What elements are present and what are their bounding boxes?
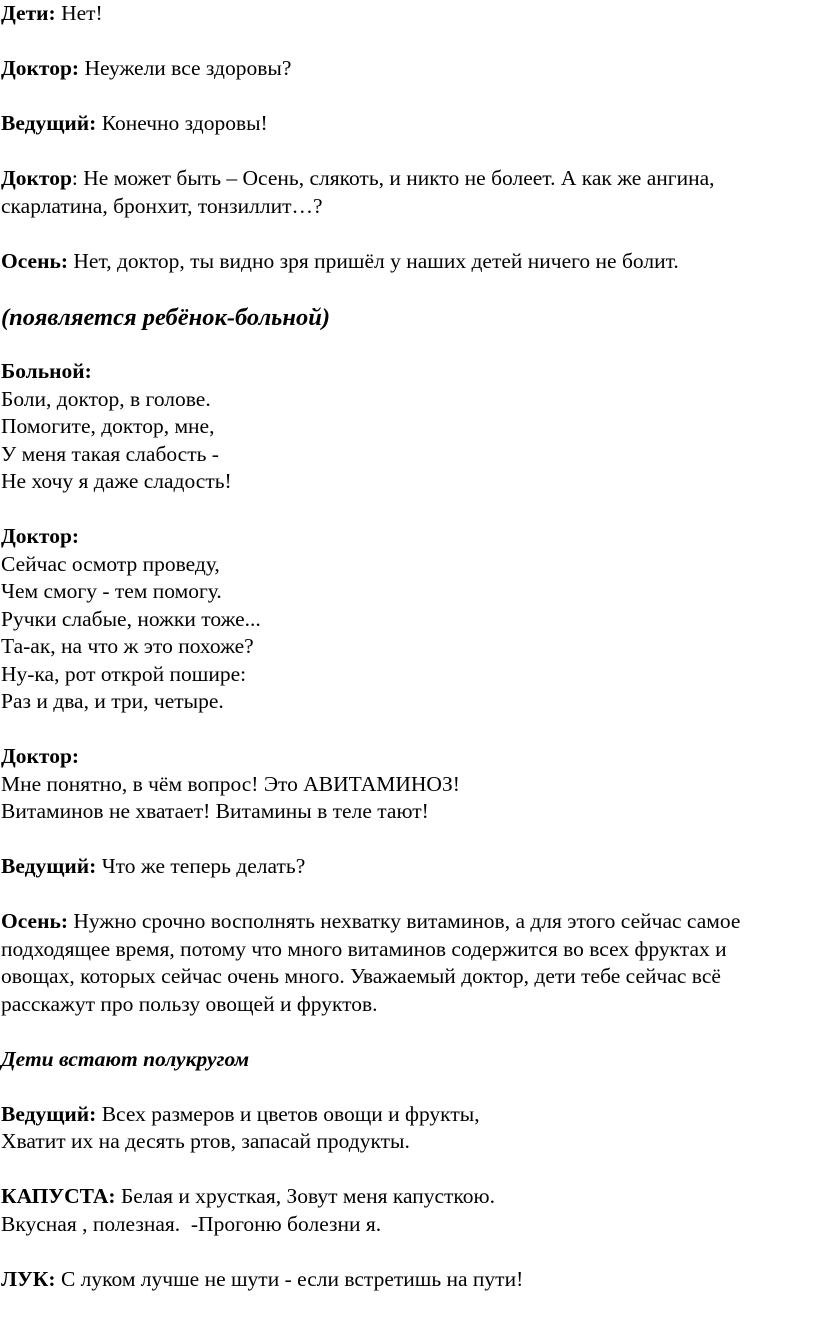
- speaker-heading: Больной:: [1, 359, 92, 383]
- verse-line: Ну-ка, рот открой пошире:: [1, 661, 247, 686]
- blank-line: [1, 83, 816, 111]
- speaker-name: Доктор: [1, 166, 72, 190]
- stage-direction: (появляется ребёнок-больной): [1, 304, 330, 331]
- dialogue-line: [1, 110, 816, 138]
- blank-line: [1, 28, 816, 56]
- verse-line: Раз и два, и три, четыре.: [1, 689, 224, 713]
- dialogue-text: Нет, доктор, ты видно зря пришёл у наших детей ничего не болит.: [68, 248, 679, 273]
- blank-line: [1, 335, 816, 358]
- verse-line: Вкусная , полезная. -Прогоню болезни я.: [1, 1211, 382, 1236]
- blank-line: [1, 1238, 816, 1266]
- blank-line: [1, 826, 816, 854]
- speaker-name: Ведущий:: [1, 854, 97, 878]
- speaker-heading: Доктор:: [1, 744, 80, 768]
- blank-line: [1, 716, 816, 744]
- dialogue-text: Что же теперь делать?: [96, 854, 306, 878]
- verse-line: Та-ак, на что ж это похоже?: [1, 634, 254, 658]
- dialogue-text: : Не может быть – Осень, слякоть, и никто не болеет. А как же ангина, скарлатина, бронхит, тонзиллит…?: [1, 166, 720, 218]
- dialogue-text: Всех размеров и цветов овощи и фрукты,: [96, 1101, 480, 1126]
- dialogue-line: [1, 0, 816, 28]
- verse-line: Витаминов не хватает! Витамины в теле тают!: [1, 799, 429, 823]
- speaker-name: Осень:: [1, 909, 68, 933]
- verse-line: Помогите, доктор, мне,: [1, 414, 215, 438]
- verse-line: Мне понятно, в чём вопрос! Это АВИТАМИНОЗ!: [1, 771, 460, 796]
- verse-line: Ручки слабые, ножки тоже...: [1, 606, 261, 631]
- verse-line: Боли, доктор, в голове.: [1, 386, 211, 411]
- blank-line: [1, 138, 816, 166]
- speaker-name: Осень:: [1, 248, 68, 273]
- blank-line: [1, 220, 816, 248]
- blank-line: [1, 881, 816, 909]
- dialogue-text: Белая и хрусткая, Зовут меня капусткою.: [115, 1184, 495, 1208]
- blank-line: [1, 496, 816, 524]
- speaker-name: Ведущий:: [1, 1101, 97, 1126]
- blank-line: [1, 1156, 816, 1184]
- speaker-name: Ведущий:: [1, 111, 97, 135]
- speaker-name: Доктор:: [1, 56, 80, 80]
- dialogue-line: [1, 1183, 816, 1211]
- dialogue-line: [1, 853, 816, 881]
- blank-line: [1, 1018, 816, 1046]
- dialogue-line: [1, 908, 801, 1018]
- dialogue-text: Нет!: [55, 1, 103, 25]
- verse-line: Сейчас осмотр проведу,: [1, 551, 220, 576]
- dialogue-line: [1, 1266, 816, 1294]
- blank-line: [1, 1073, 816, 1101]
- speaker-name: ЛУК:: [1, 1266, 56, 1291]
- stage-direction: Дети встают полукругом: [1, 1046, 250, 1071]
- dialogue-line: [1, 1101, 816, 1129]
- speaker-heading: Доктор:: [1, 524, 80, 548]
- verse-line: У меня такая слабость -: [1, 441, 219, 466]
- speaker-name: КАПУСТА:: [1, 1184, 116, 1208]
- verse-line: Не хочу я даже сладость!: [1, 469, 232, 493]
- dialogue-text: С луком лучше не шути - если встретишь на пути!: [55, 1266, 524, 1291]
- dialogue-line: [1, 248, 816, 276]
- verse-line: Чем смогу - тем помогу.: [1, 579, 222, 603]
- dialogue-text: Конечно здоровы!: [96, 111, 268, 135]
- dialogue-line: [1, 55, 816, 83]
- dialogue-text: Нужно срочно восполнять нехватку витаминов, а для этого сейчас самое подходящее время, потому что много витаминов содержится во всех фруктах и овощах, которых сейчас очень много. Уважаемый доктор, дети тебе сейчас всё расскажут про пользу овощей и фруктов.: [1, 909, 746, 1016]
- blank-line: [1, 275, 816, 301]
- verse-line: Хватит их на десять ртов, запасай продукты.: [1, 1129, 410, 1153]
- dialogue-line: [1, 165, 781, 220]
- dialogue-text: Неужели все здоровы?: [79, 56, 292, 80]
- speaker-name: Дети:: [1, 1, 56, 25]
